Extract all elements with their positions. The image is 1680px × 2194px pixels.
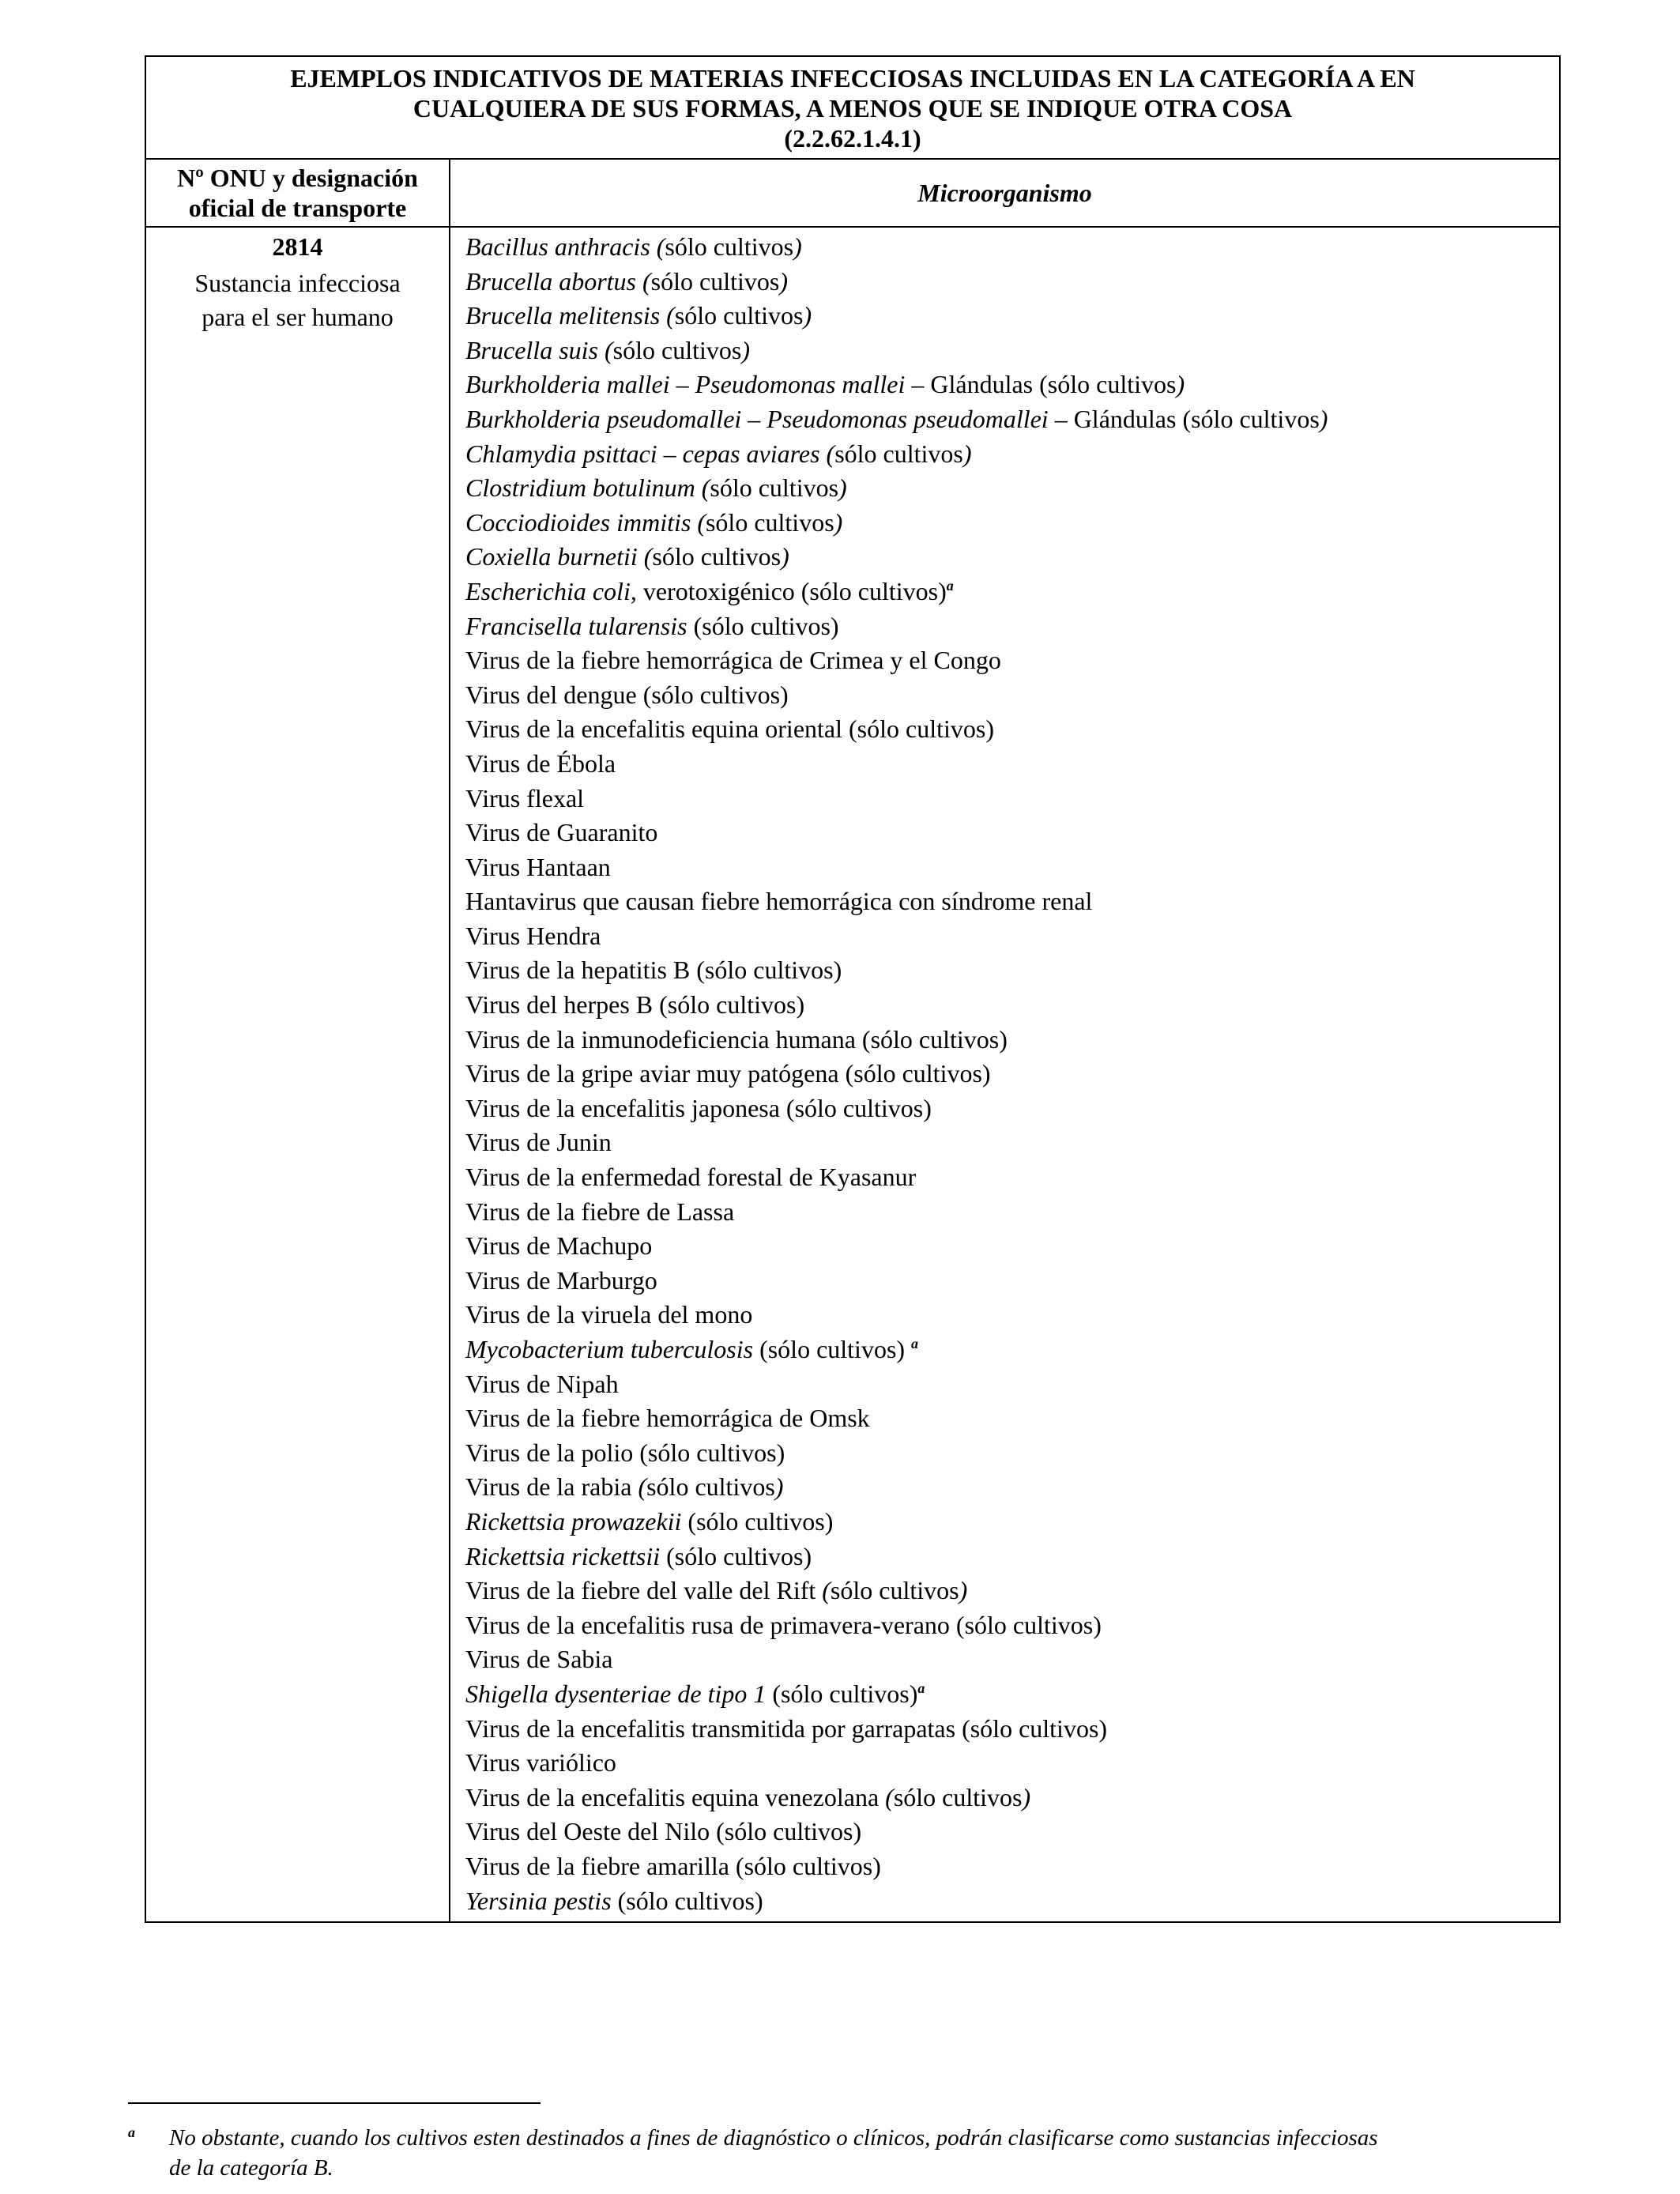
- list-item-text: Francisella tularensis: [465, 611, 687, 640]
- list-item: [465, 540, 1559, 575]
- microorganism-cell: [450, 227, 1560, 1922]
- un-designation-line: para el ser humano: [202, 303, 394, 331]
- list-item-text: Cocciodioides immitis (: [465, 507, 706, 537]
- list-item-text: Virus de Marburgo: [465, 1265, 657, 1295]
- list-item-text: sólo cultivos: [612, 335, 742, 364]
- list-item-text: Escherichia coli,: [465, 576, 637, 605]
- list-item-text: Glándulas (sólo cultivos: [924, 370, 1177, 399]
- list-item: [465, 1091, 1559, 1126]
- list-item-text: Virus de la polio (sólo cultivos): [465, 1438, 785, 1467]
- un-number: 2814: [272, 232, 323, 261]
- list-item-text: ): [774, 1472, 784, 1502]
- list-item: [465, 850, 1559, 885]
- table-header-row: [145, 159, 1560, 227]
- list-item: [465, 1470, 1559, 1505]
- list-item-text: Virus de la fiebre amarilla (sólo cultivos): [465, 1851, 881, 1880]
- list-item-text: Virus del dengue (sólo cultivos): [465, 680, 789, 709]
- list-item-text: Brucella melitensis (: [465, 301, 675, 330]
- list-item-text: Virus de Guaranito: [465, 818, 658, 847]
- list-item: [465, 884, 1559, 919]
- list-item: [465, 1608, 1559, 1643]
- footnote-reference: a: [946, 577, 954, 594]
- list-item: [465, 1849, 1559, 1884]
- list-item: [465, 919, 1559, 954]
- table-title-row: [145, 56, 1560, 159]
- table-title-line: CUALQUIERA DE SUS FORMAS, A MENOS QUE SE INDIQUE OTRA COSA: [412, 94, 1293, 123]
- list-item-text: Virus de la fiebre de Lassa: [465, 1197, 735, 1226]
- list-item-text: ): [834, 507, 843, 537]
- footnote-separator: [128, 2102, 541, 2104]
- list-item-text: Clostridium botulinum (: [465, 473, 710, 503]
- list-item-text: Virus flexal: [465, 783, 585, 812]
- list-item: [465, 1677, 1559, 1712]
- footnote: [128, 2123, 1566, 2183]
- list-item: [465, 1298, 1559, 1333]
- footnote-reference: a: [911, 1336, 919, 1351]
- un-designation-line: Sustancia infecciosa: [194, 269, 401, 297]
- list-item-text: Virus Hantaan: [465, 852, 611, 881]
- microorganism-list: [465, 230, 1559, 1918]
- list-item-text: ): [781, 542, 789, 571]
- column-header-line: oficial de transporte: [188, 194, 407, 222]
- list-item-text: sólo cultivos: [710, 473, 839, 503]
- list-item-text: Coxiella burnetii (: [465, 542, 653, 571]
- list-item-text: Virus del Oeste del Nilo (sólo cultivos): [465, 1817, 862, 1846]
- list-item: [465, 747, 1559, 782]
- list-item-text: Shigella dysenteriae de tipo 1: [465, 1679, 767, 1708]
- list-item-text: ): [959, 1576, 968, 1605]
- list-item: [465, 609, 1559, 644]
- list-item-text: ): [1176, 370, 1185, 399]
- list-item-text: ): [962, 439, 972, 468]
- list-item-text: Virus de Nipah: [465, 1369, 619, 1398]
- list-item: [465, 1642, 1559, 1677]
- list-item-text: verotoxigénico (sólo cultivos): [636, 576, 947, 605]
- column-header-line: Nº ONU y designación: [177, 164, 418, 192]
- list-item-text: ): [838, 473, 847, 503]
- list-item-text: Brucella suis (: [465, 335, 613, 364]
- list-item-text: sólo cultivos: [830, 1576, 959, 1605]
- table-title-line: (2.2.62.1.4.1): [784, 124, 921, 153]
- list-item-text: Bacillus anthracis (: [465, 232, 665, 261]
- list-item-text: sólo cultivos: [834, 439, 963, 468]
- list-item-text: Mycobacterium tuberculosis: [465, 1335, 754, 1363]
- list-item-text: Virus de la fiebre hemorrágica de Omsk: [465, 1404, 870, 1433]
- list-item-text: ): [1022, 1782, 1031, 1811]
- list-item-text: Hantavirus que causan fiebre hemorrágica con síndrome renal: [465, 887, 1093, 916]
- table-title-line: EJEMPLOS INDICATIVOS DE MATERIAS INFECCIOSAS INCLUIDAS EN LA CATEGORÍA A EN: [290, 64, 1415, 92]
- list-item: [465, 334, 1559, 368]
- list-item-text: Virus de la viruela del mono: [465, 1300, 753, 1329]
- list-item: [465, 1815, 1559, 1849]
- list-item-text: (: [885, 1782, 894, 1811]
- infectious-substances-table: [145, 55, 1561, 1923]
- list-item-text: Virus de Sabia: [465, 1645, 613, 1674]
- footnote-mark: a: [128, 2124, 135, 2140]
- list-item-text: (sólo cultivos): [753, 1335, 912, 1363]
- table-title: [145, 56, 1560, 159]
- table-row: [145, 227, 1560, 1922]
- list-item-text: (sólo cultivos): [687, 611, 839, 640]
- list-item: [465, 782, 1559, 816]
- list-item: [465, 1023, 1559, 1057]
- list-item: [465, 1195, 1559, 1230]
- list-item-text: Virus de la encefalitis rusa de primavera-verano (sólo cultivos): [465, 1610, 1102, 1639]
- list-item-text: Virus de la hepatitis B (sólo cultivos): [465, 956, 842, 985]
- list-item: [465, 1884, 1559, 1919]
- list-item-text: ): [741, 335, 750, 364]
- list-item: [465, 1229, 1559, 1264]
- list-item: [465, 1712, 1559, 1747]
- list-item-text: Glándulas (sólo cultivos: [1067, 404, 1320, 433]
- list-item-text: Virus de la fiebre hemorrágica de Crimea y el Congo: [465, 646, 1001, 675]
- list-item-text: sólo cultivos: [705, 507, 834, 537]
- list-item: [465, 712, 1559, 747]
- list-item: [465, 471, 1559, 506]
- un-entry-cell: [145, 227, 450, 1922]
- list-item: [465, 230, 1559, 265]
- list-item-text: sólo cultivos: [652, 542, 782, 571]
- list-item: [465, 1367, 1559, 1402]
- list-item-text: ): [793, 232, 802, 261]
- list-item-text: Virus de Machupo: [465, 1231, 653, 1261]
- list-item-text: Virus de la encefalitis equina venezolana: [465, 1782, 886, 1811]
- list-item-text: Virus Hendra: [465, 921, 601, 950]
- list-item: [465, 953, 1559, 988]
- list-item-text: Virus de la rabia: [465, 1472, 638, 1502]
- list-item: [465, 1264, 1559, 1299]
- list-item: [465, 437, 1559, 472]
- list-item-text: Virus variólico: [465, 1748, 616, 1777]
- list-item: [465, 1505, 1559, 1540]
- list-item: [465, 299, 1559, 334]
- list-item: [465, 678, 1559, 713]
- list-item: [465, 402, 1559, 437]
- list-item: [465, 265, 1559, 300]
- list-item-text: Virus de la inmunodeficiencia humana (sólo cultivos): [465, 1024, 1008, 1054]
- list-item: [465, 988, 1559, 1023]
- list-item-text: ): [803, 301, 812, 330]
- column-header-microorganism: Microorganismo: [450, 159, 1560, 227]
- list-item: [465, 1746, 1559, 1781]
- list-item-text: Virus de Ébola: [465, 748, 616, 778]
- list-item-text: (: [822, 1576, 831, 1605]
- footnote-line: No obstante, cuando los cultivos esten destinados a fines de diagnóstico o clínicos, podrán clasificarse como sustancias infecciosas: [169, 2125, 1378, 2151]
- list-item-text: Burkholderia mallei – Pseudomonas mallei –: [465, 370, 925, 399]
- list-item-text: (sólo cultivos): [766, 1679, 918, 1708]
- list-item: [465, 1574, 1559, 1608]
- list-item-text: (sólo cultivos): [611, 1886, 763, 1915]
- column-header-un-number: [145, 159, 450, 227]
- footnote-line: de la categoría B.: [169, 2155, 333, 2181]
- list-item: [465, 816, 1559, 850]
- list-item: [465, 1781, 1559, 1815]
- list-item: [465, 1540, 1559, 1574]
- list-item-text: Burkholderia pseudomallei – Pseudomonas pseudomallei –: [465, 404, 1068, 433]
- list-item-text: Rickettsia prowazekii: [465, 1506, 682, 1536]
- list-item: [465, 1333, 1559, 1367]
- list-item-text: Brucella abortus (: [465, 266, 651, 296]
- list-item: [465, 1125, 1559, 1160]
- list-item-text: sólo cultivos: [674, 301, 804, 330]
- list-item-text: ): [779, 266, 788, 296]
- list-item-text: sólo cultivos: [650, 266, 780, 296]
- list-item-text: (sólo cultivos): [681, 1506, 834, 1536]
- list-item-text: Virus de la enfermedad forestal de Kyasanur: [465, 1163, 917, 1192]
- list-item-text: Chlamydia psittaci – cepas aviares (: [465, 439, 835, 468]
- list-item-text: sólo cultivos: [893, 1782, 1023, 1811]
- list-item-text: Virus de la fiebre del valle del Rift: [465, 1576, 823, 1605]
- list-item-text: Virus del herpes B (sólo cultivos): [465, 990, 805, 1020]
- list-item-text: Virus de Junin: [465, 1128, 612, 1157]
- list-item: [465, 1160, 1559, 1195]
- footnote-reference: a: [917, 1679, 925, 1696]
- list-item: [465, 368, 1559, 402]
- list-item-text: (: [638, 1472, 647, 1502]
- list-item: [465, 643, 1559, 678]
- list-item-text: Yersinia pestis: [465, 1886, 612, 1915]
- list-item-text: Virus de la encefalitis japonesa (sólo cultivos): [465, 1093, 932, 1122]
- list-item-text: (sólo cultivos): [660, 1541, 812, 1570]
- list-item-text: Virus de la gripe aviar muy patógena (sólo cultivos): [465, 1059, 991, 1088]
- list-item-text: sólo cultivos: [646, 1472, 775, 1502]
- list-item-text: sólo cultivos: [665, 232, 794, 261]
- list-item-text: Virus de la encefalitis transmitida por garrapatas (sólo cultivos): [465, 1713, 1108, 1743]
- un-designation: [146, 266, 449, 334]
- list-item: [465, 1436, 1559, 1471]
- list-item: [465, 1401, 1559, 1436]
- list-item-text: ): [1319, 404, 1328, 433]
- list-item: [465, 575, 1559, 609]
- list-item-text: Virus de la encefalitis equina oriental (sólo cultivos): [465, 714, 994, 744]
- list-item-text: Rickettsia rickettsii: [465, 1541, 661, 1570]
- list-item: [465, 506, 1559, 541]
- list-item: [465, 1057, 1559, 1091]
